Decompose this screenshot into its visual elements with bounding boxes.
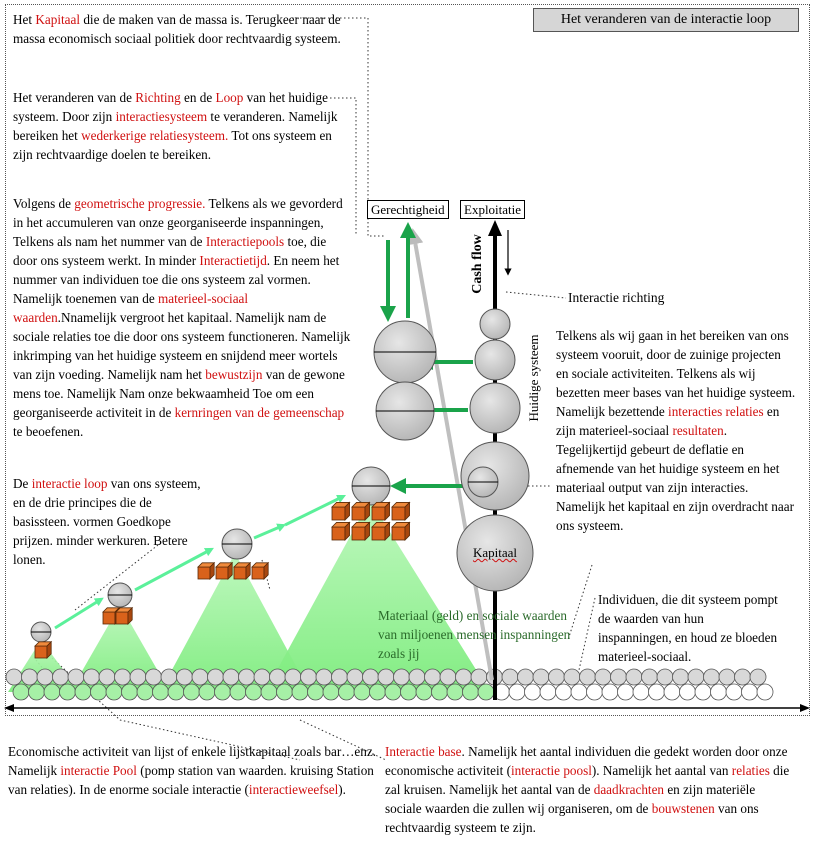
- text-segment: en de: [180, 90, 216, 105]
- individual-circle: [642, 669, 658, 685]
- individual-circle: [363, 669, 379, 685]
- individual-circle: [168, 684, 184, 700]
- diagram-title: Het veranderen van de interactie loop: [533, 8, 799, 32]
- individual-circle: [301, 669, 317, 685]
- individual-circle: [719, 669, 735, 685]
- individual-circle: [633, 684, 649, 700]
- text-richting-loop: [13, 88, 343, 164]
- text-segment: ). Namelijk het aantal van: [591, 763, 732, 778]
- individual-circle: [564, 669, 580, 685]
- individual-circle: [53, 669, 69, 685]
- individual-circle: [540, 684, 556, 700]
- individual-circle: [509, 684, 525, 700]
- text-materiaal-geld: [378, 606, 578, 663]
- text-economische-activiteit: [8, 742, 378, 799]
- individual-circle: [602, 684, 618, 700]
- upper-pools: [374, 321, 436, 440]
- individual-circle: [704, 669, 720, 685]
- individual-circle: [385, 684, 401, 700]
- text-interactie-base: [385, 742, 790, 837]
- text-segment: . Namelijk het aantal individuen die gedekt worden door onze economische activiteit (: [385, 744, 788, 778]
- individual-circle: [587, 684, 603, 700]
- individual-circle: [556, 684, 572, 700]
- individual-circle: [354, 684, 370, 700]
- individual-circle: [618, 684, 634, 700]
- individual-circle: [22, 669, 38, 685]
- individual-circle: [409, 669, 425, 685]
- cube-block: [116, 608, 132, 624]
- individual-circle: [6, 669, 22, 685]
- cube-block: [216, 563, 232, 579]
- individual-circle: [757, 684, 773, 700]
- individual-circle: [742, 684, 758, 700]
- text-segment: Telkens als we gevorderd in het accumuleren van onze georganiseerde inspanningen, Telkens als nam het nummer van de: [13, 196, 343, 249]
- cube-block: [372, 502, 390, 520]
- individual-circle: [192, 669, 208, 685]
- text-segment: Kapitaal: [35, 12, 81, 27]
- text-segment: kernringen van de gemeenschap: [174, 405, 345, 420]
- gerechtigheid-label: Gerechtigheid: [367, 200, 449, 219]
- cube-block: [252, 563, 268, 579]
- text-segment: toe, die door ons systeem werkt. In minder: [13, 234, 327, 268]
- individual-circle: [215, 684, 231, 700]
- individual-circle: [75, 684, 91, 700]
- text-segment: te veranderen. Namelijk bereiken het: [13, 109, 338, 143]
- individual-circle: [425, 669, 441, 685]
- individual-circle: [261, 684, 277, 700]
- individual-circle: [323, 684, 339, 700]
- text-segment: geometrische progressie.: [74, 196, 206, 211]
- text-segment: Het veranderen van de: [13, 90, 136, 105]
- individual-circle: [664, 684, 680, 700]
- individual-circle: [347, 669, 363, 685]
- text-segment: interactiesysteem: [115, 109, 208, 124]
- individual-circle: [657, 669, 673, 685]
- individual-circle: [680, 684, 696, 700]
- text-segment: materieel-sociaal waarden: [13, 291, 249, 325]
- cube-block: [332, 522, 350, 540]
- individual-circle: [394, 669, 410, 685]
- text-kapitaal: [13, 10, 343, 48]
- cube-block: [332, 502, 350, 520]
- text-interactie-loop: [13, 474, 203, 569]
- cash-flow-arrow-head: [488, 220, 502, 236]
- text-segment: van de gewone mens toe. Namelijk Nam onze bekwaamheid Toe om een georganiseerde activiteit in de: [13, 367, 345, 420]
- individual-circle: [502, 669, 518, 685]
- individual-circle: [711, 684, 727, 700]
- text-segment: ).: [338, 782, 346, 797]
- exploitatie-label: Exploitatie: [460, 200, 525, 219]
- text-segment: van het huidige systeem. Door zijn: [13, 90, 328, 124]
- individual-circle: [91, 684, 107, 700]
- text-segment: . Tegelijkertijd gebeurt de deflatie en afnemende van het huidige systeem en het materiaal output van zijn interacties. Namelijk het kapitaal en zijn overdracht naar ons systeem.: [556, 423, 794, 533]
- individual-circle: [146, 669, 162, 685]
- text-segment: interactieweefsel: [248, 782, 339, 797]
- text-segment: Individuen, die dit systeem pompt de waarden van hun inspanningen, en houd ze bloeden materieel-sociaal.: [598, 592, 778, 664]
- text-segment: en zijn materiële sociale waarden die zullen wij organiseren, om de: [385, 782, 756, 816]
- text-segment: Interactie base: [385, 744, 462, 759]
- individual-circle: [161, 669, 177, 685]
- text-segment: . En neem het nummer van individuen toe die ons systeem zal vormen. Namelijk toenemen van de: [13, 253, 340, 306]
- text-segment: en zijn materieel-sociaal: [556, 404, 780, 438]
- individual-circle: [339, 684, 355, 700]
- individual-circle: [285, 669, 301, 685]
- cash-flow-label: Cash flow: [470, 234, 485, 294]
- individual-circle: [571, 684, 587, 700]
- text-segment: Interactietijd: [199, 253, 267, 268]
- individual-circle: [246, 684, 262, 700]
- text-segment: interactie Pool: [60, 763, 137, 778]
- text-segment: De: [13, 476, 32, 491]
- individual-circle: [649, 684, 665, 700]
- individual-circle: [13, 684, 29, 700]
- text-segment: Richting: [135, 90, 181, 105]
- individual-circle: [184, 684, 200, 700]
- text-segment: Materiaal (geld) en sociale waarden van miljoenen mensen inspanningen zoals jij: [378, 608, 571, 661]
- text-segment: interactie poosl: [510, 763, 592, 778]
- cube-block: [372, 522, 390, 540]
- individual-circle: [68, 669, 84, 685]
- text-segment: Tot ons systeem en zijn rechtvaardige doelen te bereiken.: [13, 128, 332, 162]
- individual-circle: [332, 669, 348, 685]
- individual-circle: [37, 669, 53, 685]
- individual-circle: [580, 669, 596, 685]
- text-segment: van ons rechtvaardig systeem te zijn.: [385, 801, 759, 835]
- individual-circle: [416, 684, 432, 700]
- individual-circle: [440, 669, 456, 685]
- text-segment: interactie loop: [31, 476, 108, 491]
- cube-block: [352, 502, 370, 520]
- text-segment: die de maken van de massa is. Terugkeer naar de massa economisch sociaal politiek door rechtvaardig systeem.: [13, 12, 341, 46]
- text-segment: bewustzijn: [205, 367, 263, 382]
- individual-circle: [471, 669, 487, 685]
- text-segment: Volgens de: [13, 196, 75, 211]
- individual-circle: [726, 684, 742, 700]
- text-telkens-bereiken: [556, 326, 796, 535]
- individual-circle: [84, 669, 100, 685]
- text-individuen: [598, 590, 778, 666]
- text-geometrische-progressie: [13, 194, 353, 441]
- individual-circle: [750, 669, 766, 685]
- individual-circle: [695, 684, 711, 700]
- cube-block: [35, 642, 51, 658]
- individual-circle: [115, 669, 131, 685]
- text-segment: van ons systeem, en de drie principes die de basissteen. vormen Goedkope prijzen. minder werkuren. Betere lonen.: [13, 476, 201, 567]
- text-segment: wederkerige relatiesysteem.: [81, 128, 229, 143]
- individual-circle: [432, 684, 448, 700]
- text-segment: Het: [13, 12, 36, 27]
- text-segment: daadkrachten: [593, 782, 665, 797]
- individual-circle: [254, 669, 270, 685]
- individual-circle: [447, 684, 463, 700]
- individual-circle: [533, 669, 549, 685]
- individual-circle: [595, 669, 611, 685]
- text-segment: Loop: [215, 90, 244, 105]
- individual-circle: [122, 684, 138, 700]
- individual-circle: [735, 669, 751, 685]
- cube-block: [392, 502, 410, 520]
- individual-circle: [29, 684, 45, 700]
- individual-circle: [378, 669, 394, 685]
- interactie-richting-label: Interactie richting: [568, 290, 665, 305]
- individual-circle: [370, 684, 386, 700]
- text-segment: te beoefenen.: [13, 424, 84, 439]
- text-segment: bouwstenen: [651, 801, 715, 816]
- text-segment: (pomp station van waarden. kruising Station van relaties). In de enorme sociale interactie (: [8, 763, 374, 797]
- individual-circle: [130, 669, 146, 685]
- text-segment: Telkens als wij gaan in het bereiken van ons systeem vooruit, door de zuinige projecten en sociale activiteiten. Telkens als wij bezetten meer bases van het huidige systeem. Namelijk bezettende: [556, 328, 796, 419]
- individual-circle: [106, 684, 122, 700]
- individual-circle: [611, 669, 627, 685]
- text-segment: .Nnamelijk vergroot het kapitaal. Namelijk nam de sociale relaties toe die door ons systeem functioneren. Namelijk inkrimping van het huidige systeem en snijdend meer wortels van zijn voeding. Namelijk nam het: [13, 310, 351, 382]
- ground-individuals: [6, 669, 773, 700]
- individual-circle: [673, 669, 689, 685]
- cube-block: [234, 563, 250, 579]
- individual-circle: [292, 684, 308, 700]
- individual-circle: [99, 669, 115, 685]
- text-segment: relaties: [731, 763, 770, 778]
- individual-circle: [277, 684, 293, 700]
- kapitaal-label: Kapitaal: [472, 545, 518, 560]
- individual-circle: [316, 669, 332, 685]
- text-segment: resultaten: [672, 423, 724, 438]
- individual-circle: [308, 684, 324, 700]
- individual-circle: [688, 669, 704, 685]
- individual-circle: [153, 684, 169, 700]
- individual-circle: [525, 684, 541, 700]
- text-segment: interacties relaties: [668, 404, 764, 419]
- individual-circle: [478, 684, 494, 700]
- individual-circle: [60, 684, 76, 700]
- individual-circle: [401, 684, 417, 700]
- text-segment: Interactiepools: [205, 234, 285, 249]
- huidige-systeem-label: Huidige systeem: [526, 334, 541, 422]
- individual-circle: [44, 684, 60, 700]
- individual-circle: [518, 669, 534, 685]
- individual-circle: [270, 669, 286, 685]
- individual-circle: [463, 684, 479, 700]
- text-segment: die zal kruisen. Namelijk het aantal van de: [385, 763, 790, 797]
- cube-block: [352, 522, 370, 540]
- individual-circle: [137, 684, 153, 700]
- individual-circle: [456, 669, 472, 685]
- individual-circle: [199, 684, 215, 700]
- individual-circle: [223, 669, 239, 685]
- cube-block: [392, 522, 410, 540]
- individual-circle: [208, 669, 224, 685]
- text-segment: Economische activiteit van lijst of enkele lijstkapitaal zoals bar…enz. Namelijk: [8, 744, 377, 778]
- individual-circle: [549, 669, 565, 685]
- individual-circle: [626, 669, 642, 685]
- individual-circle: [230, 684, 246, 700]
- individual-circle: [239, 669, 255, 685]
- individual-circle: [177, 669, 193, 685]
